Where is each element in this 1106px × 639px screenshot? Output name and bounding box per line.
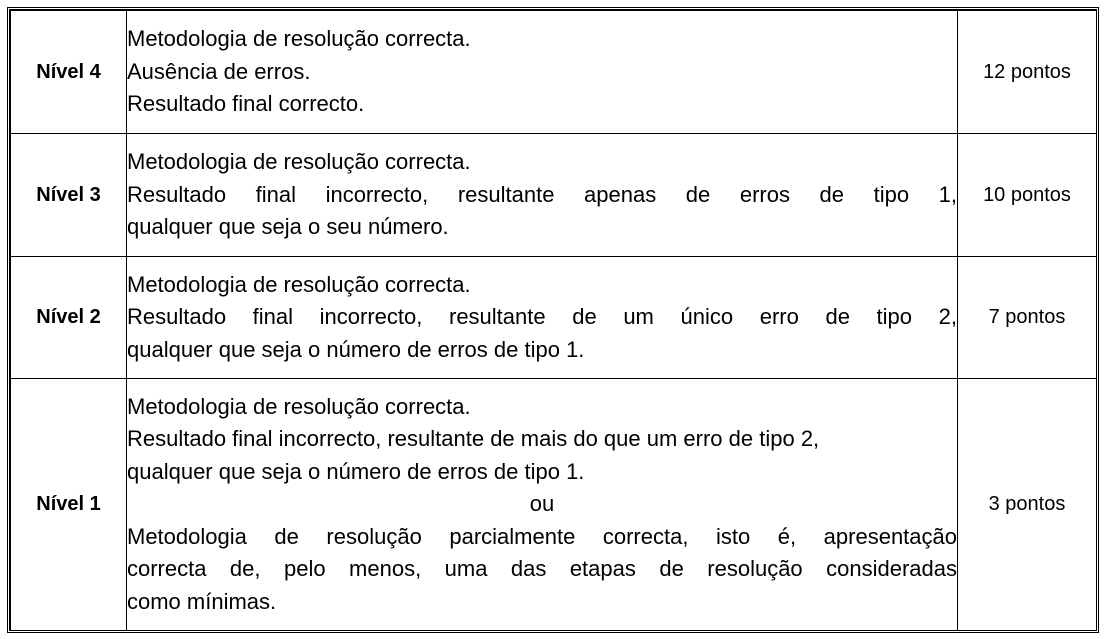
description-line: Metodologia de resolução correcta. <box>127 271 471 297</box>
level-label: Nível 3 <box>11 134 127 257</box>
table-row <box>11 134 1097 257</box>
description-line: Metodologia de resolução correcta. <box>127 393 471 419</box>
points-value: 7 pontos <box>958 257 1097 379</box>
level-description <box>127 11 958 134</box>
points-value: 3 pontos <box>958 379 1097 631</box>
description-line: Resultado final incorrecto, resultante de um único erro de tipo 2, <box>127 304 957 330</box>
level-description <box>127 257 958 379</box>
or-separator: ou <box>529 491 555 517</box>
level-label: Nível 2 <box>11 257 127 379</box>
scoring-criteria-table <box>10 10 1097 631</box>
description-line: qualquer que seja o seu número. <box>127 214 449 240</box>
points-value: 12 pontos <box>958 11 1097 134</box>
level-label: Nível 1 <box>11 379 127 631</box>
table-row <box>11 11 1097 134</box>
description-line: Resultado final incorrecto, resultante apenas de erros de tipo 1, <box>127 181 957 207</box>
description-line: qualquer que seja o número de erros de tipo 1. <box>127 336 585 362</box>
description-line: Resultado final incorrecto, resultante de mais do que um erro de tipo 2, <box>127 426 820 452</box>
description-line: qualquer que seja o número de erros de tipo 1. <box>127 458 585 484</box>
description-line: como mínimas. <box>127 588 277 614</box>
table-row <box>11 379 1097 631</box>
points-value: 10 pontos <box>958 134 1097 257</box>
description-line: Ausência de erros. <box>127 58 311 84</box>
description-line: Metodologia de resolução correcta. <box>127 26 471 52</box>
description-line: Metodologia de resolução parcialmente correcta, isto é, apresentação <box>127 523 957 549</box>
level-label: Nível 4 <box>11 11 127 134</box>
level-description <box>127 379 958 631</box>
description-line: Metodologia de resolução correcta. <box>127 149 471 175</box>
description-line: Resultado final correcto. <box>127 91 365 117</box>
description-line: correcta de, pelo menos, uma das etapas de resolução consideradas <box>127 556 957 582</box>
table-row <box>11 257 1097 379</box>
level-description <box>127 134 958 257</box>
